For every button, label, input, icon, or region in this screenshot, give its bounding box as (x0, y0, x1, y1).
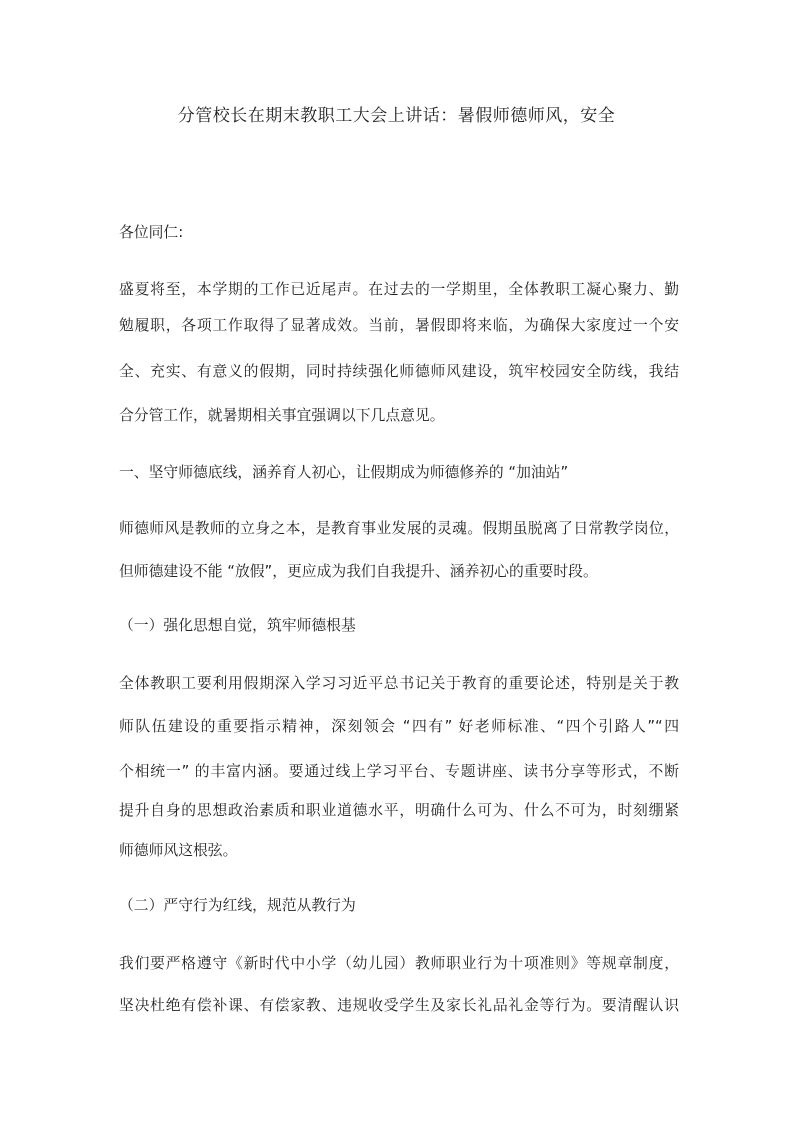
paragraph-line: 盛夏将至，本学期的工作已近尾声。在过去的一学期里，全体教职工凝心聚力、勤 (119, 281, 679, 298)
paragraph-line: 提升自身的思想政治素质和职业道德水平，明确什么可为、什么不可为，时刻绷紧 (119, 802, 679, 819)
paragraph-line: 全、充实、有意义的假期，同时持续强化师德师风建设，筑牢校园安全防线，我结 (119, 363, 679, 380)
paragraph-line: 我们要严格遵守《新时代中小学（幼儿园）教师职业行为十项准则》等规章制度， (119, 955, 679, 972)
paragraph-line: 勉履职，各项工作取得了显著成效。当前，暑假即将来临，为确保大家度过一个安 (119, 317, 679, 334)
paragraph-line: 师德师风是教师的立身之本，是教育事业发展的灵魂。假期虽脱离了日常教学岗位， (119, 520, 679, 537)
paragraph-line: 个相统一” 的丰富内涵。要通过线上学习平台、专题讲座、读书分享等形式，不断 (119, 763, 679, 780)
paragraph-line: 但师德建设不能 “放假”，更应成为我们自我提升、涵养初心的重要时段。 (119, 563, 598, 580)
paragraph-line: 合分管工作，就暑期相关事宜强调以下几点意见。 (119, 407, 445, 424)
salutation: 各位同仁: (119, 224, 184, 241)
paragraph-line: 师德师风这根弦。 (119, 842, 238, 859)
section-heading: 一、坚守师德底线，涵养育人初心，让假期成为师德修养的 “加油站” (119, 464, 569, 481)
subsection-heading: （二）严守行为红线，规范从教行为 (119, 897, 356, 914)
paragraph-line: 师队伍建设的重要指示精神，深刻领会 “四有” 好老师标准、“四个引路人”“四 (119, 718, 679, 735)
document-title: 分管校长在期末教职工大会上讲话：暑假师德师风，安全 (177, 106, 616, 126)
paragraph-line: 坚决杜绝有偿补课、有偿家教、违规收受学生及家长礼品礼金等行为。要清醒认识 (119, 997, 679, 1014)
paragraph-line: 全体教职工要利用假期深入学习习近平总书记关于教育的重要论述，特别是关于教 (119, 675, 679, 692)
subsection-heading: （一）强化思想自觉，筑牢师德根基 (119, 617, 356, 634)
